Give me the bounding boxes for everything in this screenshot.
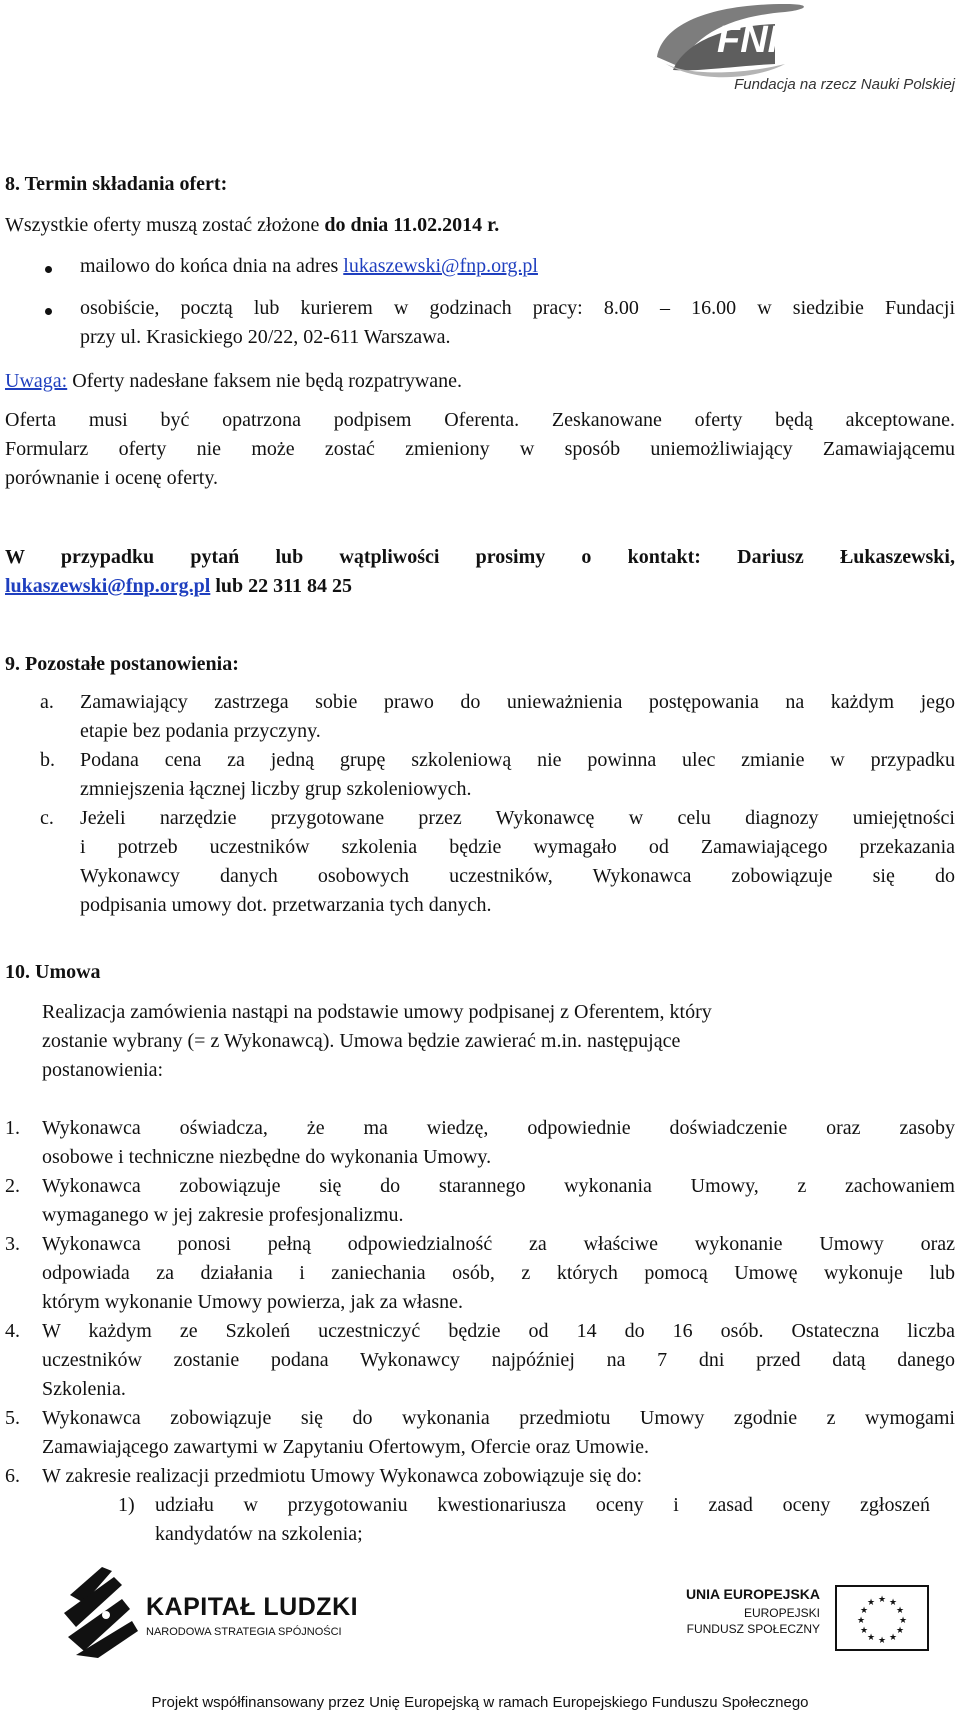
uwaga-text: Oferty nadesłane faksem nie będą rozpatrywane.	[67, 370, 463, 392]
contact-phone: lub 22 311 84 25	[210, 575, 353, 597]
svg-text:★: ★	[866, 1633, 876, 1643]
umowa-item-3-label: 3.	[5, 1233, 20, 1255]
eu-logo	[675, 1585, 955, 1655]
svg-text:★: ★	[859, 1606, 869, 1616]
eu-flag-icon	[835, 1585, 929, 1651]
contact-line2	[5, 572, 955, 601]
svg-text:★: ★	[888, 1598, 898, 1608]
list-item-c-line4: podpisania umowy dot. przetwarzania tych danych.	[80, 894, 492, 916]
umowa-item-5-line1: Wykonawca zobowiązuje się do wykonania przedmiotu Umowy zgodnie z wymogami	[42, 1407, 955, 1429]
list-item-c-line1: Jeżeli narzędzie przygotowane przez Wykonawcę w celu diagnozy umiejętności	[80, 807, 955, 829]
uwaga-label: Uwaga:	[5, 370, 68, 392]
list-item-a-line2: etapie bez podania przyczyny.	[80, 720, 321, 742]
umowa-item-3-line1: Wykonawca ponosi pełną odpowiedzialność za właściwe wykonanie Umowy oraz	[42, 1233, 955, 1255]
umowa-intro-line3: postanowienia:	[42, 1059, 164, 1081]
kapital-ludzki-title: KAPITAŁ LUDZKI	[146, 1593, 359, 1621]
list-item-a-line1: Zamawiający zastrzega sobie prawo do unieważnienia postępowania na każdym jego	[80, 691, 955, 713]
fnp-logo-text: FNP	[717, 19, 793, 61]
umowa-item-1-label: 1.	[5, 1117, 20, 1139]
umowa-subitem-line2: kandydatów na szkolenia;	[155, 1523, 363, 1545]
svg-text:★: ★	[898, 1616, 908, 1626]
email-link[interactable]: lukaszewski@fnp.org.pl	[343, 255, 538, 277]
umowa-item-3-line2: odpowiada za działania i zaniechania osób, z których pomocą Umowę wykonuje lub	[42, 1262, 955, 1284]
fnp-swoosh-icon	[655, 2, 955, 82]
list-item-a-label: a.	[40, 691, 54, 713]
contact-line1: W przypadku pytań lub wątpliwości prosimy o kontakt: Dariusz Łukaszewski,	[5, 546, 955, 568]
umowa-item-4-line2: uczestników zostanie podana Wykonawcy najpóźniej na 7 dni przed datą danego	[42, 1349, 955, 1371]
uwaga-paragraph	[5, 367, 955, 396]
list-item-b-line2: zmniejszenia łącznej liczby grup szkoleniowych.	[80, 778, 472, 800]
form-paragraph-line2: porównanie i ocenę oferty.	[5, 467, 219, 489]
svg-text:★: ★	[856, 1616, 866, 1626]
bullet-in-person-line1: osobiście, pocztą lub kurierem w godzinach pracy: 8.00 – 16.00 w siedzibie Fundacji	[80, 297, 955, 319]
bullet-in-person-line2: przy ul. Krasickiego 20/22, 02-611 Warszawa.	[80, 326, 451, 348]
umowa-intro-line1: Realizacja zamówienia nastąpi na podstawie umowy podpisanej z Oferentem, który	[42, 1001, 712, 1023]
svg-text:★: ★	[859, 1626, 869, 1636]
list-item-b-line1: Podana cena za jedną grupę szkoleniową nie powinna ulec zmianie w przypadku	[80, 749, 955, 771]
umowa-item-5-label: 5.	[5, 1407, 20, 1429]
fnp-logo	[655, 2, 955, 102]
bullet-dot	[45, 308, 52, 315]
list-item-c-line2: i potrzeb uczestników szkolenia będzie wymagało od Zamawiającego przekazania	[80, 836, 955, 858]
form-paragraph-line1: Formularz oferty nie może zostać zmieniony w sposób uniemożliwiający Zamawiającemu	[5, 438, 955, 460]
footer-cofinancing-note: Projekt współfinansowany przez Unię Europejską w ramach Europejskiego Funduszu Społecznego	[151, 1694, 809, 1711]
umowa-item-4-line1: W każdym ze Szkoleń uczestniczyć będzie od 14 do 16 osób. Ostateczna liczba	[42, 1320, 955, 1342]
svg-text:★: ★	[877, 1636, 887, 1646]
fnp-tagline: Fundacja na rzecz Nauki Polskiej	[734, 76, 955, 93]
list-item-c-label: c.	[40, 807, 54, 829]
deadline-paragraph	[5, 211, 955, 240]
umowa-item-4-line3: Szkolenia.	[42, 1378, 126, 1400]
eu-line3: FUNDUSZ SPOŁECZNY	[686, 1622, 820, 1636]
svg-text:★: ★	[895, 1626, 905, 1636]
umowa-subitem-label: 1)	[118, 1494, 135, 1516]
kapital-ludzki-subtitle: NARODOWA STRATEGIA SPÓJNOŚCI	[146, 1626, 342, 1638]
umowa-item-6-line1: W zakresie realizacji przedmiotu Umowy Wykonawca zobowiązuje się do:	[42, 1465, 643, 1487]
eu-line1: UNIA EUROPEJSKA	[685, 1586, 820, 1602]
umowa-subitem-line1: udziału w przygotowaniu kwestionariusza oceny i zasad oceny zgłoszeń	[155, 1494, 930, 1516]
eu-line2: EUROPEJSKI	[743, 1606, 820, 1620]
svg-text:★: ★	[895, 1606, 905, 1616]
bullet-dot	[45, 266, 52, 273]
svg-text:★: ★	[877, 1595, 887, 1605]
umowa-item-2-line2: wymaganego w jej zakresie profesjonalizmu.	[42, 1204, 404, 1226]
umowa-item-2-line1: Wykonawca zobowiązuje się do starannego wykonania Umowy, z zachowaniem	[42, 1175, 955, 1197]
svg-text:★: ★	[888, 1633, 898, 1643]
signature-paragraph: Oferta musi być opatrzona podpisem Oferenta. Zeskanowane oferty będą akceptowane.	[5, 409, 955, 431]
umowa-item-3-line3: którym wykonanie Umowy powierza, jak za własne.	[42, 1291, 463, 1313]
list-item-b-label: b.	[40, 749, 55, 771]
umowa-item-2-label: 2.	[5, 1175, 20, 1197]
umowa-intro-line2: zostanie wybrany (= z Wykonawcą). Umowa będzie zawierać m.in. następujące	[42, 1030, 681, 1052]
deadline-date: do dnia 11.02.2014 r.	[324, 214, 500, 236]
bullet-email	[80, 252, 955, 281]
umowa-item-1-line2: osobowe i techniczne niezbędne do wykonania Umowy.	[42, 1146, 492, 1168]
svg-text:★: ★	[866, 1598, 876, 1608]
contact-email-link[interactable]: lukaszewski@fnp.org.pl	[5, 575, 211, 597]
umowa-item-5-line2: Zamawiającego zawartymi w Zapytaniu Ofertowym, Ofercie oraz Umowie.	[42, 1436, 649, 1458]
list-item-c-line3: Wykonawcy danych osobowych uczestników, Wykonawca zobowiązuje się do	[80, 865, 955, 887]
kapital-ludzki-logo	[62, 1563, 402, 1658]
section-8-heading: 8. Termin składania ofert:	[5, 173, 228, 195]
section-10-heading: 10. Umowa	[5, 961, 101, 983]
kapital-ludzki-emblem-icon	[62, 1563, 142, 1658]
umowa-item-4-label: 4.	[5, 1320, 20, 1342]
umowa-item-6-label: 6.	[5, 1465, 20, 1487]
deadline-text: Wszystkie oferty muszą zostać złożone	[5, 214, 325, 236]
umowa-item-1-line1: Wykonawca oświadcza, że ma wiedzę, odpowiednie doświadczenie oraz zasoby	[42, 1117, 955, 1139]
section-9-heading: 9. Pozostałe postanowienia:	[5, 653, 239, 675]
bullet-email-text: mailowo do końca dnia na adres	[80, 255, 344, 277]
